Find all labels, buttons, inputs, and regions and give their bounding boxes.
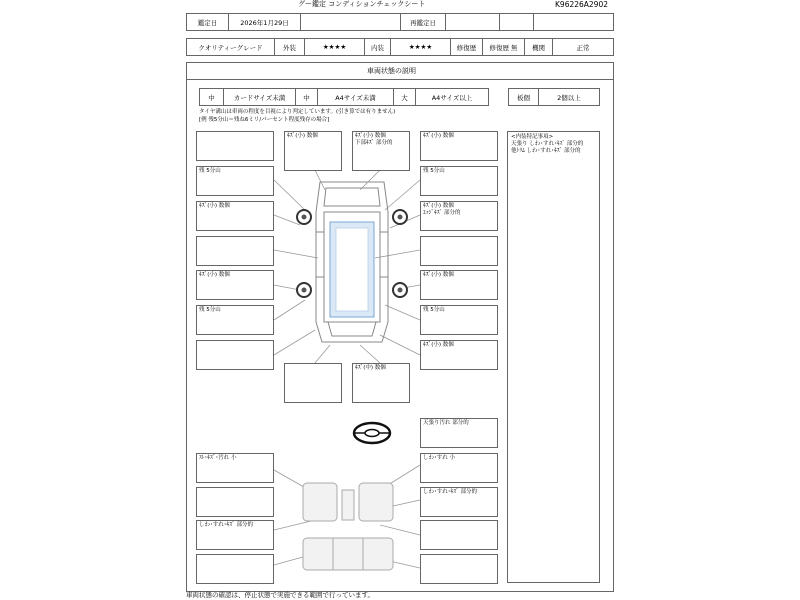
left-front-tire-text: 残 5分山 [199,168,221,174]
left-rear-fender-box [196,340,274,370]
left-rear-tire-box [196,305,274,335]
headliner-text: 天張り汚れ 部分的 [423,420,469,426]
left-step-box [196,236,274,266]
right-rear-fender-text: ｷｽﾞ(小) 数個 [423,342,454,348]
date-label: 鑑定日 [187,14,229,30]
steering-wheel-icon [352,420,392,446]
exterior-label: 外装 [275,39,305,55]
interior-label: 内装 [365,39,391,55]
legend-large-label: 大 [394,89,416,105]
front-left-center-box [284,131,342,171]
car-top-view [292,172,412,352]
front-right-center-text-b: 下部ｷｽﾞ 部分的 [355,140,393,146]
right-rear-door-box [420,270,498,300]
repair-value: 修復歴 無 [483,39,525,55]
left-interior-box-2 [196,487,274,517]
panel-value: 2個以上 [557,93,581,102]
interior-notes-title: <内装特記事項> [511,134,554,140]
interior-notes-line1: 天張り しわ･すれ･ｷｽﾞ 部分的 [511,141,584,147]
left-interior-text-3: しわ･すれ･ｷｽﾞ 部分的 [199,522,253,528]
headliner-box [420,418,498,448]
meter-label: 機関 [525,39,553,55]
right-front-fender-box [420,131,498,161]
right-interior-box-1 [420,453,498,483]
repair-label: 修復歴 [451,39,483,55]
right-front-door-text-b: ｴｯｼﾞｷｽﾞ 部分的 [423,210,461,216]
left-rear-door-text: ｷｽﾞ(小) 数個 [199,272,230,278]
section-title: 車両状態の説明 [367,67,416,75]
right-rear-door-text: ｷｽﾞ(小) 数個 [423,272,454,278]
legend-small-desc: カードサイズ未満 [224,89,296,105]
interior-notes-line2: 他ﾄﾘﾑ しわ･すれ･ｷｽﾞ 部分的 [511,148,581,154]
left-interior-box-1 [196,453,274,483]
rear-right-center-box [352,363,410,403]
left-rear-door-box [196,270,274,300]
right-front-fender-text: ｷｽﾞ(小) 数個 [423,133,454,139]
quality-label: クオリティーグレード [187,39,275,55]
left-front-door-box [196,201,274,231]
rear-left-center-box [284,363,342,403]
reinspect-label: 再鑑定日 [401,14,446,30]
legend-small-label: 中 [200,89,224,105]
right-interior-box-2 [420,487,498,517]
front-left-center-text: ｷｽﾞ(小) 数個 [287,133,318,139]
legend-large-desc: A4サイズ以上 [431,93,473,102]
right-rear-tire-text: 残 5分山 [423,307,445,313]
exterior-stars: ★★★★ [305,39,365,55]
panel-label: 板個 [509,89,539,105]
rear-right-center-text: ｷｽﾞ(中) 数個 [355,365,386,371]
right-front-door-box [420,201,498,231]
left-interior-box-4 [196,554,274,584]
meter-value: 正常 [576,43,590,52]
legend-mid-label: 中 [296,89,318,105]
right-interior-box-4 [420,554,498,584]
right-front-tire-box [420,166,498,196]
right-front-tire-text: 残 5分山 [423,168,445,174]
interior-stars: ★★★★ [391,39,451,55]
right-front-door-text-a: ｷｽﾞ(小) 数個 [423,203,454,209]
right-rear-fender-box [420,340,498,370]
front-right-center-box [352,131,410,171]
front-right-center-text-a: ｷｽﾞ(小) 数個 [355,133,386,139]
right-interior-text-1: しわ･すれ 小 [423,455,455,461]
left-interior-box-3 [196,520,274,550]
tire-note-2: [例 残5分山＝残ね6ミリ/パーセント程度残存の場合] [199,117,330,123]
document-id: K96226A2902 [555,0,608,9]
left-front-fender-box [196,131,274,161]
sheet-title: グー鑑定 コンディションチェックシート [298,0,426,8]
left-front-tire-box [196,166,274,196]
date-value: 2026年1月29日 [229,14,301,30]
right-rear-tire-box [420,305,498,335]
left-front-door-text: ｷｽﾞ(小) 数個 [199,203,230,209]
right-step-box [420,236,498,266]
legend-mid-desc: A4サイズ未満 [318,89,394,105]
tire-note-1: タイヤ溝山は車両の程度を目視により判定しています。(引き算では有りません) [199,109,396,115]
right-interior-text-2: しわ･すれ･ｷｽﾞ 部分的 [423,489,477,495]
left-interior-text-1: ｽﾚ･ｷｽﾞ･汚れ 小 [199,455,237,461]
footer-note: 車両状態の確認は、停止状態で実施できる範囲で行っています。 [186,591,374,599]
right-interior-box-3 [420,520,498,550]
left-rear-tire-text: 残 5分山 [199,307,221,313]
interior-seats-view [298,478,398,578]
